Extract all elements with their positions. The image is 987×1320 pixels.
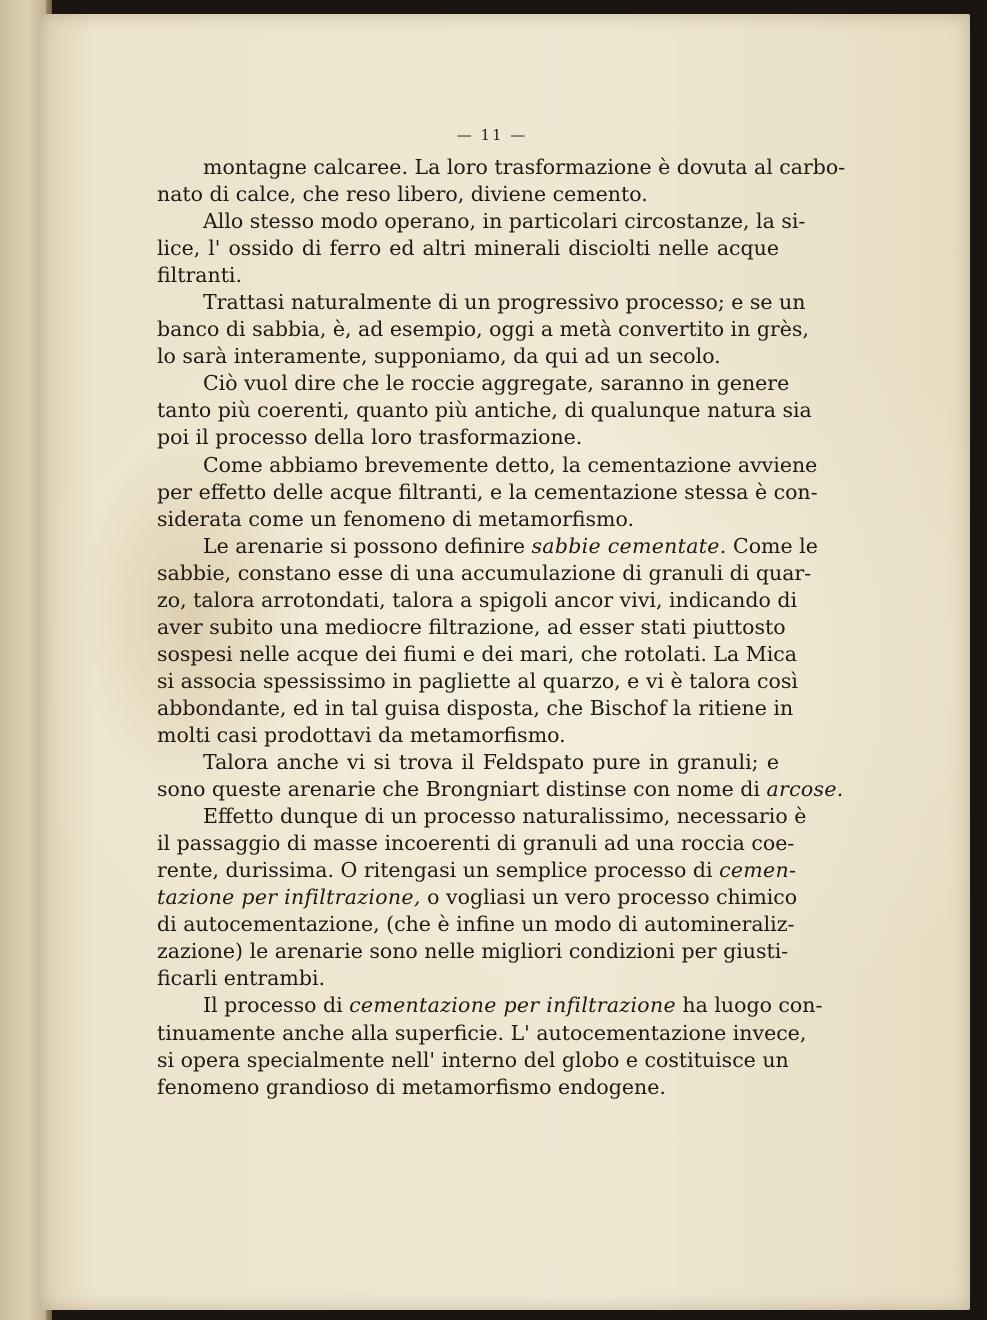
italic-term: cemen- (719, 858, 797, 883)
text-line: tazione per infiltrazione, o vogliasi un vero processo chimico (157, 885, 798, 910)
text-line: Talora anche vi si trova il Feldspato pure in granuli; e (203, 750, 779, 775)
text-line: ficarli entrambi. (157, 966, 326, 991)
text-line: zo, talora arrotondati, talora a spigoli ancor vivi, indicando di (157, 587, 797, 612)
text-line: abbondante, ed in tal guisa disposta, che Bischof la ritiene in (157, 695, 794, 720)
text-line: filtranti. (157, 263, 243, 288)
text-line: nato di calce, che reso libero, diviene cemento. (157, 182, 648, 207)
text-line: molti casi prodottavi da metamorfismo. (157, 722, 566, 747)
text-line: lo sarà interamente, supponiamo, da qui ad un secolo. (157, 344, 721, 369)
text-line: Effetto dunque di un processo naturalissimo, necessario è (203, 804, 807, 829)
book-page (40, 14, 970, 1310)
text-line: lice, l' ossido di ferro ed altri minerali disciolti nelle acque (157, 236, 779, 261)
text-line: si associa spessissimo in pagliette al quarzo, e vi è talora così (157, 668, 798, 693)
text-line: zazione) le arenarie sono nelle migliori condizioni per giusti- (157, 939, 789, 964)
italic-term: arcose. (766, 777, 844, 802)
text-line: sono queste arenarie che Brongniart distinse con nome di arcose. (157, 777, 844, 802)
italic-term: sabbie cementate. (531, 533, 727, 558)
text-line: il passaggio di masse incoerenti di granuli ad una roccia coe- (157, 831, 795, 856)
paragraph (157, 370, 812, 451)
text-line: Come abbiamo brevemente detto, la cementazione avviene (203, 452, 818, 477)
paragraph (157, 749, 844, 803)
paragraph (157, 803, 807, 992)
text-line: di autocementazione, (che è infine un modo di automineraliz- (157, 912, 795, 937)
italic-term: cementazione per infiltrazione (349, 993, 676, 1018)
text-line: poi il processo della loro trasformazione. (157, 425, 583, 450)
text-line: siderata come un fenomeno di metamorfismo. (157, 506, 634, 531)
text-line: tanto più coerenti, quanto più antiche, di qualunque natura sia (157, 398, 812, 423)
paragraph (157, 154, 846, 208)
paragraph (157, 289, 809, 370)
paragraph (157, 208, 806, 289)
text-line: fenomeno grandioso di metamorfismo endogene. (157, 1074, 666, 1099)
text-line: si opera specialmente nell' interno del globo e costituisce un (157, 1047, 789, 1072)
page-number: — 11 — (456, 126, 528, 144)
text-line: Trattasi naturalmente di un progressivo processo; e se un (203, 290, 806, 315)
text-line: per effetto delle acque filtranti, e la cementazione stessa è con- (157, 479, 818, 504)
text-line: sospesi nelle acque dei fiumi e dei mari, che rotolati. La Mica (157, 641, 798, 666)
paragraph (157, 452, 818, 533)
text-line: rente, durissima. O ritengasi un semplice processo di cemen- (157, 858, 797, 883)
text-line: banco di sabbia, è, ad esempio, oggi a metà convertito in grès, (157, 317, 809, 342)
text-line: montagne calcaree. La loro trasformazione è dovuta al carbo- (203, 155, 846, 179)
body-text (157, 154, 846, 1101)
paragraph (157, 533, 818, 749)
text-line: Ciò vuol dire che le roccie aggregate, saranno in genere (203, 371, 790, 396)
text-line: Le arenarie si possono definire sabbie cementate. Come le (203, 533, 818, 558)
paragraph (157, 992, 823, 1100)
text-line: Allo stesso modo operano, in particolari circostanze, la si- (203, 209, 806, 234)
italic-term: tazione per infiltrazione, (157, 885, 421, 910)
text-line: sabbie, constano esse di una accumulazione di granuli di quar- (157, 560, 812, 585)
text-line: tinuamente anche alla superficie. L' autocementazione invece, (157, 1020, 807, 1045)
text-line: aver subito una mediocre filtrazione, ad esser stati piuttosto (157, 614, 786, 639)
text-line: Il processo di cementazione per infiltrazione ha luogo con- (203, 993, 823, 1018)
